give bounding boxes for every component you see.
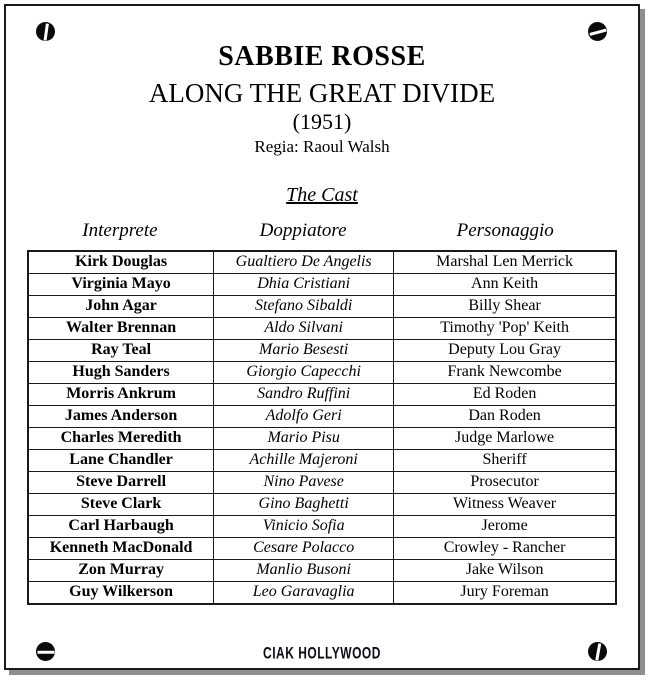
- table-row: [28, 251, 616, 274]
- dubber-cell: Aldo Silvani: [214, 317, 394, 339]
- character-cell: Ed Roden: [394, 383, 616, 405]
- dubber-cell: Vinicio Sofia: [214, 515, 394, 537]
- dubber-cell: Giorgio Capecchi: [214, 361, 394, 383]
- table-row: [28, 273, 616, 295]
- director-credit: Regia: Raoul Walsh: [254, 137, 390, 157]
- table-row: [28, 295, 616, 317]
- original-title: ALONG THE GREAT DIVIDE: [148, 77, 496, 108]
- character-cell: Witness Weaver: [394, 493, 616, 515]
- cast-column-headers: [27, 220, 617, 242]
- table-row: [28, 471, 616, 493]
- table-row: [28, 383, 616, 405]
- table-row: [28, 559, 616, 581]
- character-cell: Prosecutor: [394, 471, 616, 493]
- table-row: [28, 405, 616, 427]
- dubber-cell: Dhia Cristiani: [214, 273, 394, 295]
- character-cell: Judge Marlowe: [394, 427, 616, 449]
- actor-cell: Virginia Mayo: [28, 273, 214, 295]
- actor-cell: Charles Meredith: [28, 427, 214, 449]
- table-row: [28, 427, 616, 449]
- column-header-doppiatore: Doppiatore: [259, 219, 347, 241]
- actor-cell: Lane Chandler: [28, 449, 214, 471]
- character-cell: Crowley - Rancher: [394, 537, 616, 559]
- character-cell: Jake Wilson: [394, 559, 616, 581]
- dubber-cell: Cesare Polacco: [214, 537, 394, 559]
- actor-cell: Zon Murray: [28, 559, 214, 581]
- dubber-cell: Adolfo Geri: [214, 405, 394, 427]
- cast-section-heading: The Cast: [286, 183, 358, 206]
- character-cell: Jerome: [394, 515, 616, 537]
- actor-cell: John Agar: [28, 295, 214, 317]
- dubber-cell: Gualtiero De Angelis: [214, 251, 394, 274]
- table-row: [28, 449, 616, 471]
- cast-table-body: [28, 251, 616, 604]
- release-year: (1951): [292, 109, 352, 135]
- character-cell: Jury Foreman: [394, 581, 616, 604]
- table-row: [28, 361, 616, 383]
- column-header-personaggio: Personaggio: [456, 219, 554, 241]
- actor-cell: Ray Teal: [28, 339, 214, 361]
- actor-cell: Guy Wilkerson: [28, 581, 214, 604]
- italian-title: SABBIE ROSSE: [218, 41, 426, 72]
- character-cell: Timothy 'Pop' Keith: [394, 317, 616, 339]
- ciak-hollywood-logo: CIAK HOLLYWOOD: [263, 643, 381, 663]
- dubber-cell: Nino Pavese: [214, 471, 394, 493]
- actor-cell: Carl Harbaugh: [28, 515, 214, 537]
- actor-cell: Walter Brennan: [28, 317, 214, 339]
- table-row: [28, 493, 616, 515]
- screw-slot: [589, 28, 606, 35]
- actor-cell: James Anderson: [28, 405, 214, 427]
- character-cell: Ann Keith: [394, 273, 616, 295]
- actor-cell: Kirk Douglas: [28, 251, 214, 274]
- screw-icon: [588, 22, 607, 41]
- character-cell: Dan Roden: [394, 405, 616, 427]
- dubber-cell: Mario Pisu: [214, 427, 394, 449]
- character-cell: Sheriff: [394, 449, 616, 471]
- character-cell: Billy Shear: [394, 295, 616, 317]
- table-row: [28, 537, 616, 559]
- dubber-cell: Mario Besesti: [214, 339, 394, 361]
- character-cell: Frank Newcombe: [394, 361, 616, 383]
- dubber-cell: Achille Majeroni: [214, 449, 394, 471]
- actor-cell: Steve Clark: [28, 493, 214, 515]
- dubber-cell: Gino Baghetti: [214, 493, 394, 515]
- character-cell: Marshal Len Merrick: [394, 251, 616, 274]
- screw-slot: [43, 23, 48, 40]
- table-row: [28, 339, 616, 361]
- table-row: [28, 581, 616, 604]
- actor-cell: Morris Ankrum: [28, 383, 214, 405]
- dubber-cell: Sandro Ruffini: [214, 383, 394, 405]
- page-frame: [4, 4, 640, 670]
- dubber-cell: Stefano Sibaldi: [214, 295, 394, 317]
- character-cell: Deputy Lou Gray: [394, 339, 616, 361]
- column-header-interprete: Interprete: [82, 219, 158, 241]
- table-row: [28, 515, 616, 537]
- dubber-cell: Leo Garavaglia: [214, 581, 394, 604]
- table-row: [28, 317, 616, 339]
- cast-table: [27, 250, 617, 605]
- dubber-cell: Manlio Busoni: [214, 559, 394, 581]
- actor-cell: Hugh Sanders: [28, 361, 214, 383]
- screw-icon: [36, 22, 55, 41]
- actor-cell: Steve Darrell: [28, 471, 214, 493]
- actor-cell: Kenneth MacDonald: [28, 537, 214, 559]
